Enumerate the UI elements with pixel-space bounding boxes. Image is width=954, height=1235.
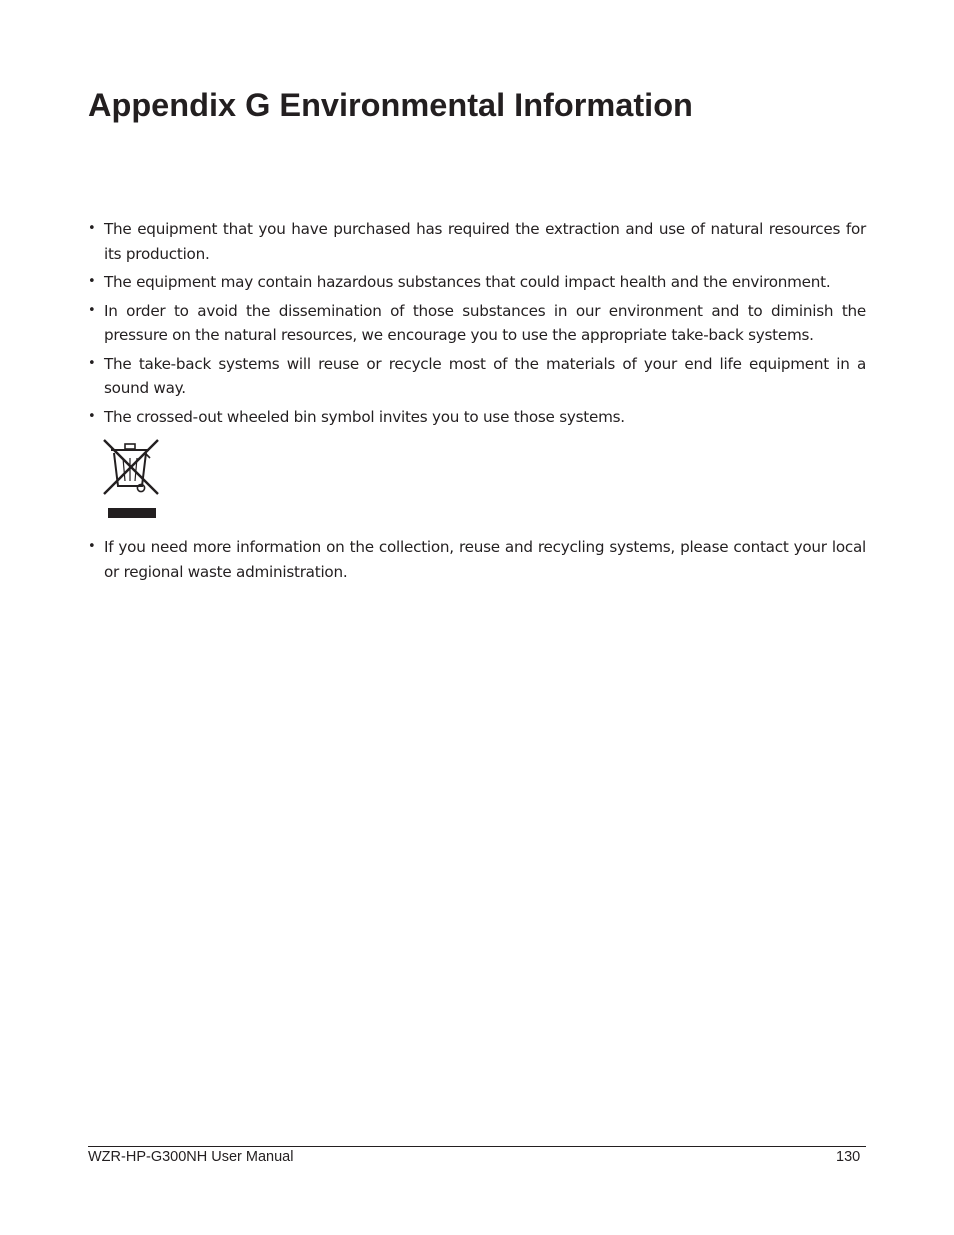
crossed-out-wheeled-bin-icon <box>100 436 162 522</box>
footer-manual-title: WZR-HP-G300NH User Manual <box>88 1149 294 1165</box>
page-title: Appendix G Environmental Information <box>88 87 693 123</box>
bullet-item <box>88 352 866 401</box>
bullet-marker: • <box>88 274 96 289</box>
bullet-item <box>88 217 866 266</box>
bullet-item <box>88 535 866 584</box>
bullet-item <box>88 299 866 348</box>
bullet-text: In order to avoid the dissemination of those substances in our environment and to diminish the pressure on the natural resources, we encourage you to use the appropriate take-back systems. <box>104 301 866 344</box>
bullet-item <box>88 405 866 430</box>
bullet-text: The crossed-out wheeled bin symbol invites you to use those systems. <box>104 407 625 426</box>
bullet-list <box>88 535 866 588</box>
bullet-text: The equipment may contain hazardous substances that could impact health and the environment. <box>104 273 831 291</box>
bullet-list <box>88 217 866 433</box>
bullet-marker: • <box>88 408 96 424</box>
bullet-item <box>88 270 866 295</box>
bullet-text: The take-back systems will reuse or recycle most of the materials of your end life equipment in a sound way. <box>104 354 866 397</box>
bullet-marker: • <box>88 221 96 236</box>
bullet-text: The equipment that you have purchased has required the extraction and use of natural resources for its production. <box>104 220 866 263</box>
bullet-marker: • <box>88 355 96 371</box>
bullet-marker: • <box>88 302 96 318</box>
bullet-marker: • <box>88 539 96 554</box>
footer-page-number: 130 <box>836 1149 861 1165</box>
bullet-text: If you need more information on the collection, reuse and recycling systems, please contact your local or regional waste administration. <box>104 538 866 581</box>
footer-divider <box>88 1146 866 1147</box>
